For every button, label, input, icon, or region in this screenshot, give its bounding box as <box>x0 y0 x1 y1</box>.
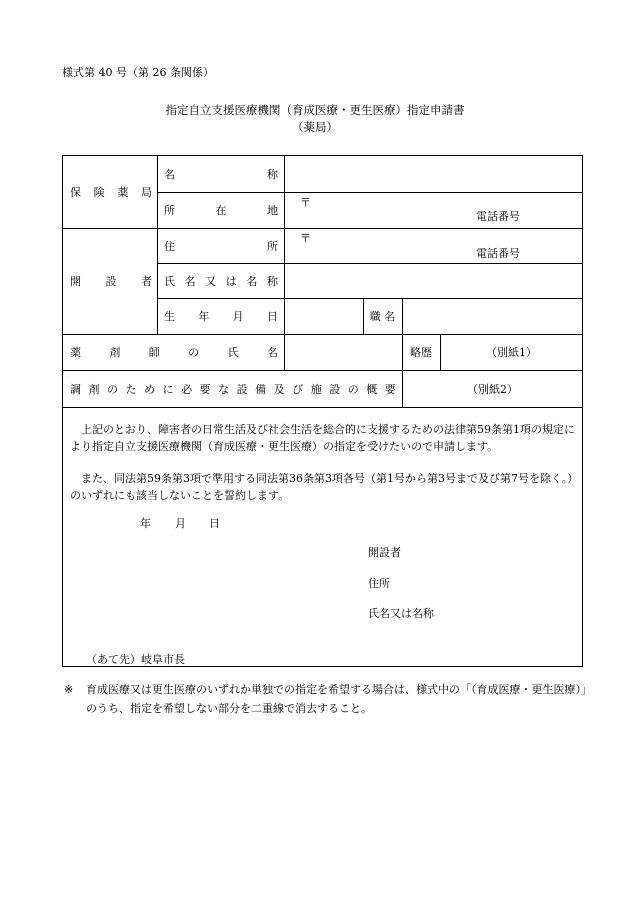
pharmacy-location-label: 所 在 地 <box>164 204 278 217</box>
form-number: 様式第 40 号（第 26 条関係） <box>62 66 214 79</box>
date-month-label: 月 <box>175 517 186 530</box>
pharmacy-postal-mark: 〒 <box>300 196 311 209</box>
row-divider <box>62 407 583 408</box>
applicant-address-label: 住所 <box>368 577 390 590</box>
founder-label: 開 設 者 <box>70 275 152 288</box>
date-day-label: 日 <box>209 517 220 530</box>
founder-phone-label: 電話番号 <box>476 247 520 260</box>
column-divider <box>284 155 285 370</box>
pharmacist-history-label: 略歴 <box>410 346 432 359</box>
pharmacist-attachment: （別紙1） <box>486 346 537 359</box>
applicant-label: 開設者 <box>368 546 401 559</box>
pharmacist-name-label: 薬 剤 師 の 氏 名 <box>70 346 278 359</box>
declaration-paragraph-2: また、同法第59条第3項で準用する同法第36条第3項各号（第1号から第3号まで及び第7号を除く。）のいずれにも該当しないことを誓約します。 <box>70 472 573 502</box>
declaration-paragraph-1: 上記のとおり、障害者の日常生活及び社会生活を総合的に支援するための法律第59条第1項の規定により指定自立支援医療機関（育成医療・更生医療）の指定を受けたいので申請します。 <box>70 423 575 453</box>
date-year-label: 年 <box>140 517 151 530</box>
founder-postal-mark: 〒 <box>300 232 311 245</box>
form-title: 指定自立支援医療機関（育成医療・更生医療）指定申請書 <box>165 103 465 117</box>
column-divider <box>157 155 158 334</box>
founder-birthdate-label: 生 年 月 日 <box>164 310 278 323</box>
footnote <box>64 680 594 718</box>
founder-name-label: 氏 名 又 は 名 称 <box>164 274 278 288</box>
founder-address-label: 住 所 <box>164 239 278 253</box>
facilities-attachment: （別紙2） <box>467 382 518 396</box>
form-subtitle: （薬局） <box>292 120 338 134</box>
footnote-mark: ※ <box>64 683 74 696</box>
insured-pharmacy-label: 保 険 薬 局 <box>70 185 152 199</box>
pharmacy-name-label: 名 称 <box>164 167 278 181</box>
founder-job-label: 職 名 <box>369 310 396 323</box>
footnote-text: 育成医療又は更生医療のいずれか単独での指定を希望する場合は、様式中の「（育成医療・更生医療）」のうち、指定を希望しない部分を二重線で消去すること。 <box>86 683 592 715</box>
applicant-name-label: 氏名又は名称 <box>368 607 434 620</box>
pharmacy-phone-label: 電話番号 <box>476 210 520 223</box>
addressee: （あて先）岐阜市長 <box>86 653 185 666</box>
facilities-overview-label: 調 剤 の た め に 必 要 な 設 備 及 び 施 設 の 概 要 <box>70 382 396 396</box>
